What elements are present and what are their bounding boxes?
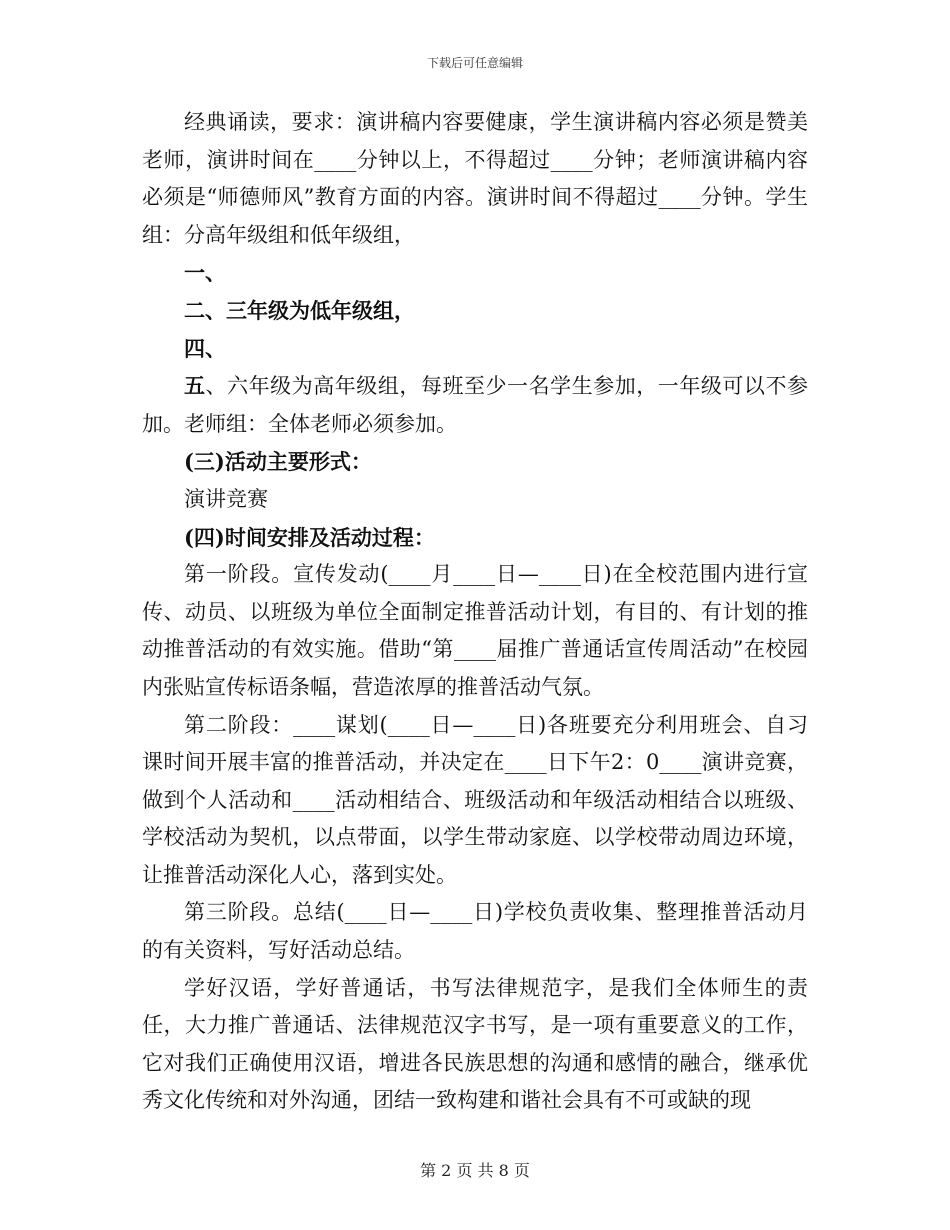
page-footer: 第 2 页 共 8 页 [420,1161,530,1180]
paragraph-stage-three: 第三阶段。总结(____日—____日)学校负责收集、整理推普活动月的有关资料，写好活动总结。 [142,900,808,963]
paragraph-speech-contest: 演讲竞赛 [184,486,268,511]
paragraph-stage-one: 第一阶段。宣传发动(____月____日—____日)在全校范围内进行宣传、动员、以班级为单位全面制定推普活动计划，有目的、有计划的推动推普活动的有效实施。借助“第____届推广普通话宣传周活动”在校园内张贴宣传标语条幅，营造浓厚的推普活动气氛。 [142,562,808,699]
paragraph-requirements: 经典诵读，要求：演讲稿内容要健康，学生演讲稿内容必须是赞美老师，演讲时间在____分钟以上，不得超过____分钟；老师演讲稿内容必须是“师德师风”教育方面的内容。演讲时间不得超过____分钟。学生组：分高年级组和低年级组， [142,110,808,247]
section-heading-schedule: (四)时间安排及活动过程： [184,524,435,550]
list-item-five-text: 、六年级为高年级组，每班至少一名学生参加，一年级可以不参加。老师组：全体老师必须参加。 [142,374,809,436]
list-item-four: 四、 [184,335,226,361]
page-header: 下载后可任意编辑 [426,56,523,70]
document-body [142,104,808,1120]
list-item-five-number: 五 [184,373,206,399]
list-item-two: 二、三年级为低年级组， [184,297,415,323]
section-heading-activity-form: (三)活动主要形式： [184,449,372,475]
list-item-one: 一、 [184,260,226,286]
paragraph-conclusion: 学好汉语，学好普通话，书写法律规范字，是我们全体师生的责任，大力推广普通话、法律规范汉字书写，是一项有重要意义的工作，它对我们正确使用汉语，增进各民族思想的沟通和感情的融合，继承优秀文化传统和对外沟通，团结一致构建和谐社会具有不可或缺的现 [142,975,808,1113]
paragraph-stage-two: 第二阶段：____谋划(____日—____日)各班要充分利用班会、自习课时间开展丰富的推普活动，并决定在____日下午2：0____演讲竞赛，做到个人活动和____活动相结合、班级活动和年级活动相结合以班级、学校活动为契机，以点带面，以学生带动家庭、以学校带动周边环境，让推普活动深化人心，落到实处。 [142,712,808,887]
list-item-five [142,367,808,443]
